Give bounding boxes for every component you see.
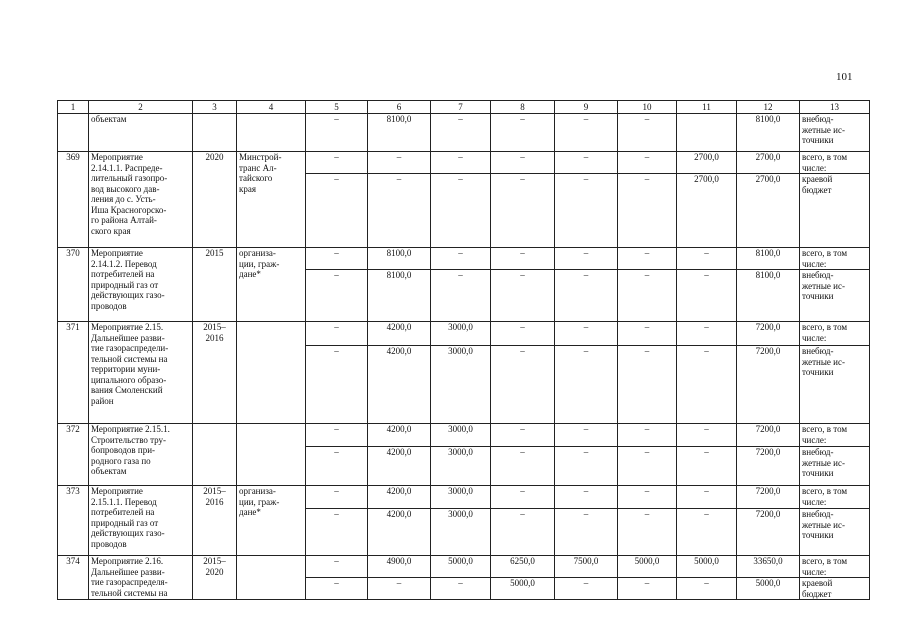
value-cell: – — [306, 270, 368, 322]
value-cell: – — [618, 270, 677, 322]
executor-cell: организа- ции, граж- дане* — [237, 486, 306, 556]
value-cell: 3000,0 — [431, 509, 491, 556]
value-cell: 3000,0 — [431, 424, 491, 447]
measure-title-cell: объектам — [89, 114, 193, 152]
row-number-cell: 374 — [58, 556, 89, 600]
value-cell: 2700,0 — [677, 174, 737, 248]
value-cell: 8100,0 — [368, 248, 431, 270]
value-cell: – — [618, 248, 677, 270]
column-header-3: 3 — [193, 101, 237, 114]
value-cell: – — [306, 248, 368, 270]
value-cell: 5000,0 — [737, 578, 800, 600]
funding-source-cell: всего, в том числе: — [800, 556, 870, 578]
funding-source-cell: внебюд- жетные ис- точники — [800, 447, 870, 486]
value-cell: – — [491, 424, 555, 447]
value-cell: – — [368, 174, 431, 248]
column-header-6: 6 — [368, 101, 431, 114]
value-cell: 7200,0 — [737, 346, 800, 424]
header-row — [58, 101, 870, 114]
value-cell: – — [677, 509, 737, 556]
value-cell: 2700,0 — [737, 152, 800, 174]
value-cell: – — [555, 447, 618, 486]
value-cell: 4200,0 — [368, 509, 431, 556]
row-number-cell: 373 — [58, 486, 89, 556]
value-cell: – — [368, 578, 431, 600]
value-cell: – — [306, 114, 368, 152]
value-cell: 3000,0 — [431, 322, 491, 346]
value-cell: – — [431, 578, 491, 600]
value-cell: 7200,0 — [737, 486, 800, 509]
executor-cell — [237, 322, 306, 424]
value-cell — [677, 114, 737, 152]
value-cell: 8100,0 — [368, 270, 431, 322]
column-header-11: 11 — [677, 101, 737, 114]
program-measures-table — [57, 100, 870, 600]
value-cell: 2700,0 — [737, 174, 800, 248]
value-cell: 33650,0 — [737, 556, 800, 578]
value-cell: – — [306, 322, 368, 346]
table-row — [58, 322, 870, 346]
value-cell: 8100,0 — [737, 114, 800, 152]
value-cell: – — [306, 424, 368, 447]
column-header-5: 5 — [306, 101, 368, 114]
column-header-4: 4 — [237, 101, 306, 114]
funding-source-cell: внебюд- жетные ис- точники — [800, 114, 870, 152]
value-cell: – — [677, 486, 737, 509]
funding-source-cell: краевой бюджет — [800, 174, 870, 248]
value-cell: – — [555, 248, 618, 270]
value-cell: – — [555, 578, 618, 600]
column-header-9: 9 — [555, 101, 618, 114]
value-cell: – — [618, 322, 677, 346]
value-cell: 3000,0 — [431, 486, 491, 509]
value-cell: – — [306, 578, 368, 600]
value-cell: – — [555, 270, 618, 322]
value-cell: – — [431, 248, 491, 270]
row-number-cell: 372 — [58, 424, 89, 486]
value-cell: 5000,0 — [491, 578, 555, 600]
value-cell: 8100,0 — [368, 114, 431, 152]
value-cell: – — [431, 114, 491, 152]
value-cell: – — [368, 152, 431, 174]
value-cell: – — [491, 174, 555, 248]
value-cell: – — [555, 424, 618, 447]
measure-title-cell: Мероприятие 2.14.1.2. Перевод потребителей на природный газ от действующих газо- проводов — [89, 248, 193, 322]
value-cell: 5000,0 — [618, 556, 677, 578]
value-cell: – — [306, 174, 368, 248]
funding-source-cell: внебюд- жетные ис- точники — [800, 509, 870, 556]
column-header-12: 12 — [737, 101, 800, 114]
value-cell: 8100,0 — [737, 248, 800, 270]
value-cell: – — [491, 509, 555, 556]
funding-source-cell: всего, в том числе: — [800, 322, 870, 346]
years-cell: 2020 — [193, 152, 237, 248]
measure-title-cell: Мероприятие 2.14.1.1. Распреде- лительный газопро- вод высокого дав- ления до с. Усть- Иша Красногорско- го района Алтай- ского края — [89, 152, 193, 248]
value-cell: – — [306, 447, 368, 486]
value-cell: – — [555, 346, 618, 424]
page-number: 101 — [836, 71, 853, 83]
value-cell: – — [491, 152, 555, 174]
executor-cell — [237, 424, 306, 486]
value-cell: 6250,0 — [491, 556, 555, 578]
measure-title-cell: Мероприятие 2.16. Дальнейшее разви- тие газораспределя- тельной системы на — [89, 556, 193, 600]
value-cell: – — [677, 248, 737, 270]
value-cell: 4200,0 — [368, 322, 431, 346]
executor-cell — [237, 114, 306, 152]
value-cell: 4900,0 — [368, 556, 431, 578]
years-cell: 2015– 2020 — [193, 556, 237, 600]
value-cell: – — [677, 447, 737, 486]
value-cell: – — [618, 447, 677, 486]
value-cell: – — [677, 270, 737, 322]
value-cell: – — [618, 509, 677, 556]
value-cell: 7200,0 — [737, 509, 800, 556]
value-cell: – — [555, 486, 618, 509]
value-cell: – — [555, 509, 618, 556]
value-cell: – — [555, 114, 618, 152]
executor-cell: организа- ции, граж- дане* — [237, 248, 306, 322]
row-number-cell: 371 — [58, 322, 89, 424]
row-number-cell: 370 — [58, 248, 89, 322]
value-cell: – — [491, 322, 555, 346]
funding-source-cell: всего, в том числе: — [800, 152, 870, 174]
value-cell: – — [555, 174, 618, 248]
value-cell: – — [306, 346, 368, 424]
value-cell: 3000,0 — [431, 346, 491, 424]
years-cell: 2015– 2016 — [193, 486, 237, 556]
value-cell: – — [431, 174, 491, 248]
measure-title-cell: Мероприятие 2.15.1.1. Перевод потребителей на природный газ от действующих газо- проводов — [89, 486, 193, 556]
value-cell: – — [306, 486, 368, 509]
value-cell: 7200,0 — [737, 424, 800, 447]
value-cell: – — [555, 152, 618, 174]
value-cell: 7500,0 — [555, 556, 618, 578]
row-number-cell — [58, 114, 89, 152]
value-cell: – — [618, 486, 677, 509]
executor-cell — [237, 556, 306, 600]
value-cell: – — [677, 424, 737, 447]
value-cell: – — [555, 322, 618, 346]
value-cell: – — [618, 424, 677, 447]
column-header-1: 1 — [58, 101, 89, 114]
value-cell: – — [618, 114, 677, 152]
years-cell — [193, 114, 237, 152]
table-row — [58, 556, 870, 578]
value-cell: – — [491, 486, 555, 509]
funding-source-cell: внебюд- жетные ис- точники — [800, 346, 870, 424]
years-cell: 2015 — [193, 248, 237, 322]
table-row — [58, 248, 870, 270]
table-row — [58, 152, 870, 174]
value-cell: – — [618, 152, 677, 174]
value-cell: 7200,0 — [737, 447, 800, 486]
funding-source-cell: всего, в том числе: — [800, 424, 870, 447]
column-header-13: 13 — [800, 101, 870, 114]
funding-source-cell: краевой бюджет — [800, 578, 870, 600]
value-cell: 3000,0 — [431, 447, 491, 486]
measure-title-cell: Мероприятие 2.15.1. Строительство тру- бопроводов при- родного газа по объектам — [89, 424, 193, 486]
table-row — [58, 114, 870, 152]
value-cell: – — [491, 248, 555, 270]
value-cell: 2700,0 — [677, 152, 737, 174]
value-cell: 8100,0 — [737, 270, 800, 322]
value-cell: – — [431, 152, 491, 174]
funding-source-cell: внебюд- жетные ис- точники — [800, 270, 870, 322]
row-number-cell: 369 — [58, 152, 89, 248]
value-cell: – — [677, 346, 737, 424]
column-header-2: 2 — [89, 101, 193, 114]
value-cell: – — [491, 270, 555, 322]
value-cell: 4200,0 — [368, 447, 431, 486]
value-cell: – — [306, 152, 368, 174]
column-header-8: 8 — [491, 101, 555, 114]
value-cell: – — [618, 174, 677, 248]
value-cell: – — [677, 578, 737, 600]
measure-title-cell: Мероприятие 2.15. Дальнейшее разви- тие газораспредели- тельной системы на территории муни- ципального образо- вания Смоленский район — [89, 322, 193, 424]
value-cell: 7200,0 — [737, 322, 800, 346]
value-cell: 4200,0 — [368, 346, 431, 424]
executor-cell: Минстрой- транс Ал- тайского края — [237, 152, 306, 248]
column-header-10: 10 — [618, 101, 677, 114]
value-cell: – — [306, 556, 368, 578]
years-cell: 2015– 2016 — [193, 322, 237, 424]
value-cell: 5000,0 — [431, 556, 491, 578]
table-row — [58, 424, 870, 447]
value-cell: – — [677, 322, 737, 346]
table-row — [58, 486, 870, 509]
funding-source-cell: всего, в том числе: — [800, 486, 870, 509]
value-cell: – — [491, 346, 555, 424]
value-cell: – — [491, 114, 555, 152]
value-cell: 4200,0 — [368, 424, 431, 447]
funding-source-cell: всего, в том числе: — [800, 248, 870, 270]
value-cell: – — [618, 346, 677, 424]
years-cell — [193, 424, 237, 486]
value-cell: – — [491, 447, 555, 486]
value-cell: 4200,0 — [368, 486, 431, 509]
value-cell: 5000,0 — [677, 556, 737, 578]
table-header — [58, 101, 870, 114]
column-header-7: 7 — [431, 101, 491, 114]
value-cell: – — [431, 270, 491, 322]
table-body — [58, 114, 870, 600]
value-cell: – — [618, 578, 677, 600]
value-cell: – — [306, 509, 368, 556]
